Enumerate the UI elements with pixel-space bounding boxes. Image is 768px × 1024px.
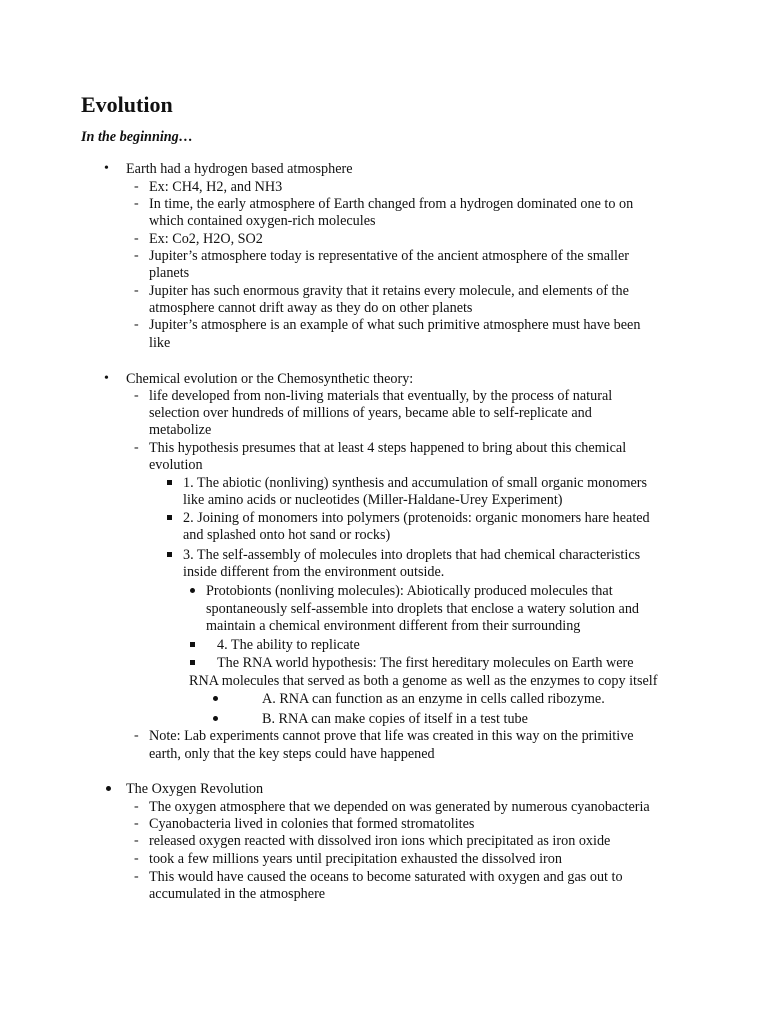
square-bullet-marker bbox=[167, 515, 172, 520]
sub-item: A. RNA can function as an enzyme in cells called ribozyme. bbox=[262, 691, 605, 707]
list-item: This would have caused the oceans to become saturated with oxygen and gas out to bbox=[149, 869, 623, 885]
sub-item: Protobionts (nonliving molecules): Abiotically produced molecules that bbox=[206, 583, 613, 599]
list-item-continued: accumulated in the atmosphere bbox=[149, 886, 326, 902]
list-item: In time, the early atmosphere of Earth changed from a hydrogen dominated one to on bbox=[149, 196, 634, 212]
sub-item-continued: maintain a chemical environment different from their surrounding bbox=[206, 618, 581, 634]
list-item-continued: metabolize bbox=[149, 422, 212, 438]
step-item: 1. The abiotic (nonliving) synthesis and accumulation of small organic monomers bbox=[183, 475, 648, 491]
square-bullet-marker bbox=[167, 480, 172, 485]
section-subtitle: In the beginning… bbox=[81, 129, 193, 145]
list-item-continued: evolution bbox=[149, 457, 203, 473]
dash-marker: - bbox=[134, 440, 139, 455]
dash-marker: - bbox=[134, 869, 139, 884]
square-bullet-marker bbox=[190, 642, 195, 647]
list-item: The oxygen atmosphere that we depended on was generated by numerous cyanobacteria bbox=[149, 799, 650, 815]
bullet-marker: • bbox=[104, 371, 109, 386]
list-item: Note: Lab experiments cannot prove that life was created in this way on the primitive bbox=[149, 728, 634, 744]
dash-marker: - bbox=[134, 816, 139, 831]
dash-marker: - bbox=[134, 388, 139, 403]
list-item: Jupiter has such enormous gravity that it retains every molecule, and elements of the bbox=[149, 283, 629, 299]
dash-marker: - bbox=[134, 231, 139, 246]
list-item: Cyanobacteria lived in colonies that formed stromatolites bbox=[149, 816, 475, 832]
step-item-continued: and splashed onto hot sand or rocks) bbox=[183, 527, 391, 543]
list-item-continued: selection over hundreds of millions of years, became able to self-replicate and bbox=[149, 405, 592, 421]
list-item-continued: which contained oxygen-rich molecules bbox=[149, 213, 376, 229]
dot-bullet-marker bbox=[106, 786, 111, 791]
page-title: Evolution bbox=[81, 92, 173, 117]
step-item-continued: RNA molecules that served as both a genome as well as the enzymes to copy itself bbox=[189, 673, 658, 689]
square-bullet-marker bbox=[167, 552, 172, 557]
dash-marker: - bbox=[134, 179, 139, 194]
list-item: Jupiter’s atmosphere today is representative of the ancient atmosphere of the smaller bbox=[149, 248, 629, 264]
list-item-continued: planets bbox=[149, 265, 190, 281]
dot-bullet-marker bbox=[213, 716, 218, 721]
dot-bullet-marker bbox=[190, 588, 195, 593]
list-item-continued: like bbox=[149, 335, 171, 351]
bullet-marker: • bbox=[104, 161, 109, 176]
step-item-continued: like amino acids or nucleotides (Miller-Haldane-Urey Experiment) bbox=[183, 492, 563, 508]
bullet-text: Chemical evolution or the Chemosynthetic theory: bbox=[126, 371, 414, 387]
list-item: This hypothesis presumes that at least 4 steps happened to bring about this chemical bbox=[149, 440, 627, 456]
sub-item: B. RNA can make copies of itself in a test tube bbox=[262, 711, 528, 727]
dash-marker: - bbox=[134, 728, 139, 743]
list-item: Ex: CH4, H2, and NH3 bbox=[149, 179, 283, 195]
step-item: The RNA world hypothesis: The first hereditary molecules on Earth were bbox=[217, 655, 634, 671]
list-item: life developed from non-living materials that eventually, by the process of natural bbox=[149, 388, 613, 404]
dot-bullet-marker bbox=[213, 696, 218, 701]
bullet-text: The Oxygen Revolution bbox=[126, 781, 264, 797]
square-bullet-marker bbox=[190, 660, 195, 665]
bullet-text: Earth had a hydrogen based atmosphere bbox=[126, 161, 353, 177]
dash-marker: - bbox=[134, 196, 139, 211]
dash-marker: - bbox=[134, 248, 139, 263]
list-item-continued: earth, only that the key steps could have happened bbox=[149, 746, 435, 762]
list-item: Jupiter’s atmosphere is an example of what such primitive atmosphere must have been bbox=[149, 317, 641, 333]
dash-marker: - bbox=[134, 283, 139, 298]
step-item: 2. Joining of monomers into polymers (protenoids: organic monomers hare heated bbox=[183, 510, 650, 526]
sub-item-continued: spontaneously self-assemble into droplets that enclose a watery solution and bbox=[206, 601, 640, 617]
list-item: Ex: Co2, H2O, SO2 bbox=[149, 231, 263, 247]
step-item-continued: inside different from the environment outside. bbox=[183, 564, 445, 580]
step-item: 4. The ability to replicate bbox=[217, 637, 360, 653]
list-item-continued: atmosphere cannot drift away as they do on other planets bbox=[149, 300, 473, 316]
dash-marker: - bbox=[134, 799, 139, 814]
dash-marker: - bbox=[134, 317, 139, 332]
step-item: 3. The self-assembly of molecules into droplets that had chemical characteristics bbox=[183, 547, 641, 563]
dash-marker: - bbox=[134, 833, 139, 848]
list-item: took a few millions years until precipitation exhausted the dissolved iron bbox=[149, 851, 562, 867]
list-item: released oxygen reacted with dissolved iron ions which precipitated as iron oxide bbox=[149, 833, 611, 849]
dash-marker: - bbox=[134, 851, 139, 866]
